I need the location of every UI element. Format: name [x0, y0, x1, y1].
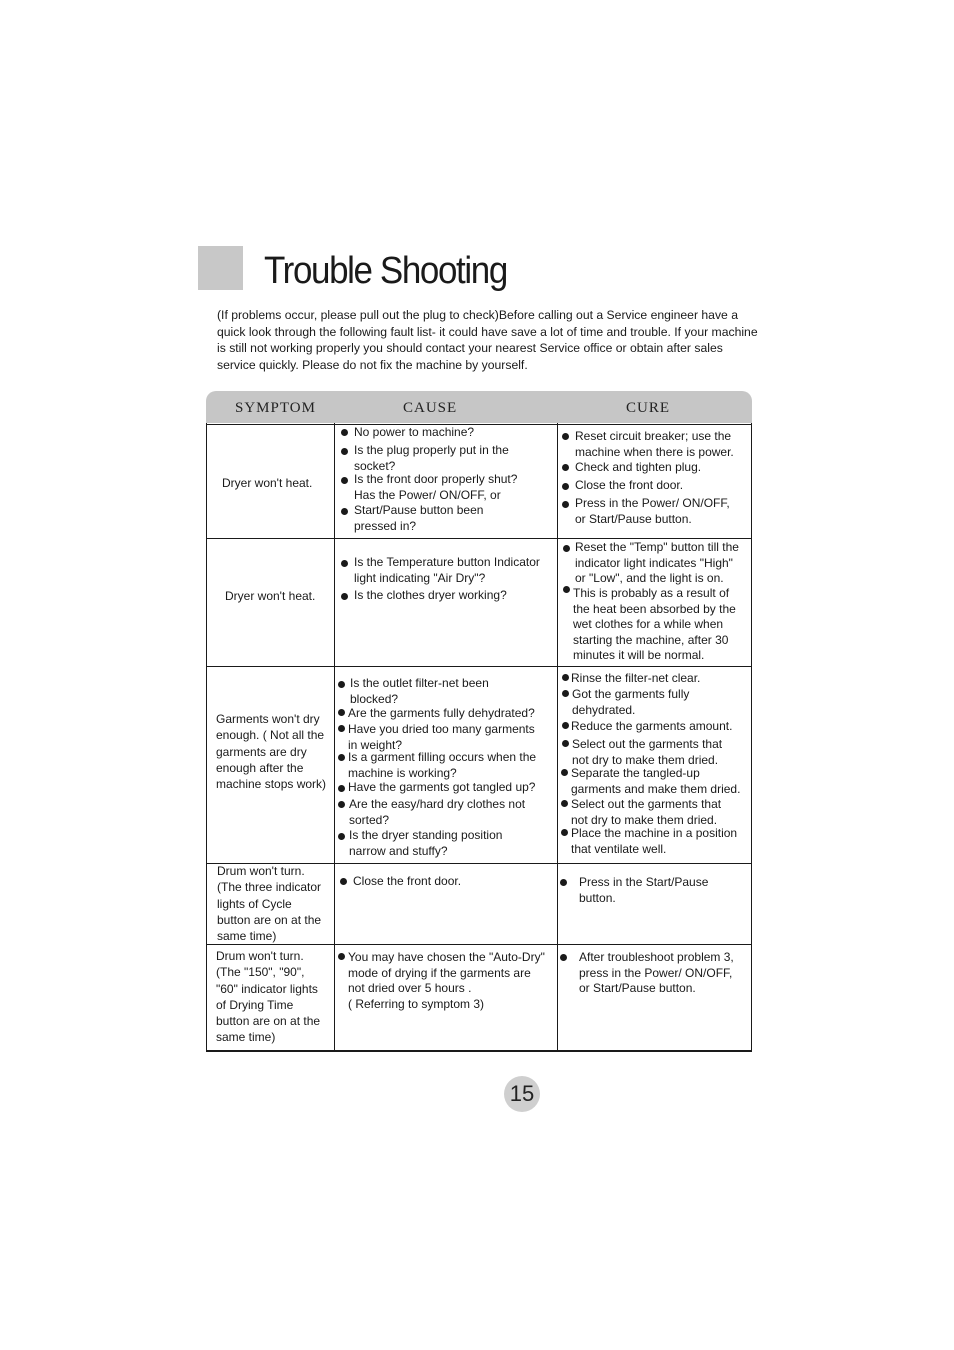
- cure-item: Place the machine in a position that ventilate well.: [571, 826, 738, 856]
- cause-item: Is the plug properly put in the socket?: [354, 443, 509, 473]
- grid-line: [751, 423, 752, 1051]
- header-cause: CAUSE: [403, 400, 458, 416]
- grid-line: [206, 1050, 752, 1052]
- bullet-dot-icon: [338, 801, 345, 808]
- bullet-dot-icon: [562, 501, 569, 508]
- cure-item: Separate the tangled-up garments and make them dried.: [571, 766, 741, 796]
- cure-item: After troubleshoot problem 3, press in the Power/ ON/OFF, or Start/Pause button.: [579, 950, 734, 995]
- cause-item: Have the garments got tangled up?: [348, 780, 536, 794]
- cause-item: Is the dryer standing position narrow and stuffy?: [349, 828, 503, 858]
- bullet-dot-icon: [561, 829, 568, 836]
- cause-item: Is the outlet filter-net been blocked?: [350, 676, 489, 706]
- bullet-dot-icon: [562, 674, 569, 681]
- cure-item: Select out the garments that not dry to make them dried.: [572, 737, 723, 767]
- cure-item: Reset circuit breaker; use the machine when there is power.: [575, 429, 734, 459]
- bullet-dot-icon: [562, 464, 569, 471]
- cause-item: No power to machine?: [354, 425, 475, 439]
- bullet-dot-icon: [341, 560, 348, 567]
- bullet-dot-icon: [338, 725, 345, 732]
- intro-paragraph: (If problems occur, please pull out the plug to check)Before calling out a Service engineer have a quick look through the following fault list- it could have save a lot of time and trouble. If your machine is still not working properly you should contact your nearest Service office or obtain after sales service quickly. Please do not fix the machine by yourself.: [217, 308, 758, 372]
- cure-item: Press in the Power/ ON/OFF, or Start/Pause button.: [575, 496, 730, 526]
- troubleshooting-table: [206, 391, 752, 1051]
- grid-line: [206, 538, 752, 539]
- bullet-dot-icon: [340, 878, 347, 885]
- cause-item: Are the easy/hard dry clothes not sorted?: [349, 797, 526, 827]
- cause-item: Start/Pause button been pressed in?: [354, 503, 484, 533]
- symptom-cell: Garments won't dry enough. ( Not all the garments are dry enough after the machine stops work): [216, 712, 327, 792]
- cause-item: Is the front door properly shut? Has the Power/ ON/OFF, or: [354, 472, 518, 502]
- bullet-dot-icon: [338, 833, 345, 840]
- bullet-dot-icon: [560, 954, 567, 961]
- symptom-cell: Drum won't turn. (The three indicator lights of Cycle button are on at the same time): [217, 864, 322, 944]
- symptom-cell: Dryer won't heat.: [225, 589, 316, 603]
- bullet-dot-icon: [562, 690, 569, 697]
- bullet-dot-icon: [341, 429, 348, 436]
- page-number: 15: [504, 1076, 540, 1112]
- bullet-dot-icon: [560, 879, 567, 886]
- cure-item: Close the front door.: [575, 478, 684, 492]
- title-marker-block: [198, 246, 243, 290]
- bullet-dot-icon: [338, 953, 345, 960]
- bullet-dot-icon: [562, 722, 569, 729]
- cure-item: Reduce the garments amount.: [571, 719, 733, 733]
- bullet-dot-icon: [338, 785, 345, 792]
- cure-item: Press in the Start/Pause button.: [579, 875, 709, 905]
- bullet-dot-icon: [341, 508, 348, 515]
- cause-item: Is the Temperature button Indicator light indicating "Air Dry"?: [354, 555, 540, 585]
- page-title: Trouble Shooting: [264, 250, 507, 292]
- cause-item: Is a garment filling occurs when the machine is working?: [348, 750, 537, 780]
- bullet-dot-icon: [338, 681, 345, 688]
- bullet-dot-icon: [338, 754, 345, 761]
- cause-item: You may have chosen the "Auto-Dry" mode of drying if the garments are not dried over 5 hours . ( Referring to symptom 3): [348, 950, 545, 1011]
- bullet-dot-icon: [563, 545, 570, 552]
- bullet-dot-icon: [341, 448, 348, 455]
- bullet-dot-icon: [561, 769, 568, 776]
- header-symptom: SYMPTOM: [235, 400, 316, 416]
- cure-item: Got the garments fully dehydrated.: [572, 687, 690, 717]
- cause-item: Have you dried too many garments in weight?: [348, 722, 535, 752]
- symptom-cell: Dryer won't heat.: [222, 476, 313, 490]
- cause-item: Is the clothes dryer working?: [354, 588, 507, 602]
- grid-line: [206, 424, 752, 425]
- grid-line: [557, 423, 558, 1051]
- cause-item: Are the garments fully dehydrated?: [348, 706, 535, 720]
- cure-item: Select out the garments that not dry to make them dried.: [571, 797, 722, 827]
- cure-item: Rinse the filter-net clear.: [571, 671, 701, 685]
- grid-line: [206, 423, 207, 1051]
- cause-item: Close the front door.: [353, 874, 462, 888]
- header-cure: CURE: [626, 400, 671, 416]
- bullet-dot-icon: [562, 483, 569, 490]
- bullet-dot-icon: [562, 740, 569, 747]
- grid-line: [334, 423, 335, 1051]
- cure-item: This is probably as a result of the heat been absorbed by the wet clothes for a while when starting the machine, after 30 minutes it will be normal.: [573, 586, 736, 662]
- grid-line: [206, 666, 752, 667]
- bullet-dot-icon: [561, 800, 568, 807]
- bullet-dot-icon: [341, 477, 348, 484]
- bullet-dot-icon: [562, 433, 569, 440]
- bullet-dot-icon: [338, 709, 345, 716]
- bullet-dot-icon: [341, 593, 348, 600]
- cure-item: Check and tighten plug.: [575, 460, 702, 474]
- bullet-dot-icon: [563, 586, 570, 593]
- table-header: [206, 391, 752, 423]
- symptom-cell: Drum won't turn. (The "150", "90", "60" indicator lights of Drying Time button are on at the same time): [216, 949, 321, 1045]
- cure-item: Reset the "Temp" button till the indicator light indicates "High" or "Low", and the light is on.: [575, 540, 739, 585]
